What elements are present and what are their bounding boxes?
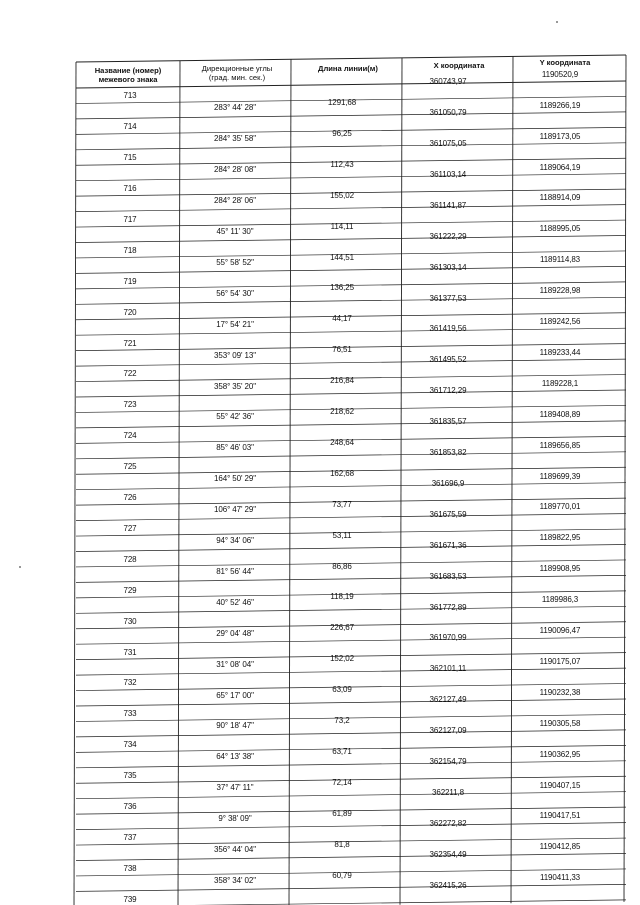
direction-angle-cell: 283° 44' 28" [214,103,256,113]
direction-angle-cell: 358° 34' 02" [214,875,256,885]
x-coordinate-cell: 361222,29 [429,231,467,241]
direction-angle-cell: 29° 04' 48" [216,628,254,638]
y-coordinate-cell: 1189228,98 [539,286,581,296]
line-length-cell: 96,25 [332,128,352,138]
point-name-cell: 732 [123,678,137,688]
line-length-cell: 73,77 [332,499,352,509]
line-length-cell: 248,64 [330,437,354,447]
x-coordinate-cell: 361303,14 [429,262,467,272]
x-coordinate-cell: 361050,79 [429,108,467,118]
x-coordinate-cell: 362127,09 [429,726,467,736]
x-coordinate-cell: 362415,26 [429,880,467,890]
row-divider [76,266,626,273]
direction-angle-cell: 106° 47' 29" [214,505,256,515]
header-y [514,58,616,67]
point-name-cell: 739 [123,894,137,904]
x-coordinate-cell: 361141,87 [429,200,467,210]
row-divider [76,143,626,150]
point-name-cell: 714 [123,122,137,132]
x-coordinate-cell: 362211,8 [432,787,464,797]
column-divider [624,55,626,902]
x-coordinate-cell: 361970,99 [429,633,467,643]
y-coordinate-cell: 1189699,39 [539,471,581,481]
scan-speck [19,566,21,568]
direction-angle-cell: 356° 44' 04" [214,845,256,855]
x-coordinate-cell: 361835,57 [429,417,467,427]
x-coordinate-cell: 361712,29 [429,386,467,396]
line-length-cell: 162,68 [330,468,354,478]
line-length-cell: 73,2 [334,716,350,726]
y-coordinate-cell: 1190096,47 [539,626,581,636]
x-coordinate-cell: 361683,53 [429,571,467,581]
y-coordinate-cell: 1189228,1 [541,378,579,388]
direction-angle-cell: 358° 35' 20" [214,381,256,391]
point-name-cell: 722 [123,369,137,379]
point-name-cell: 731 [123,647,137,657]
x-coordinate-cell: 362354,49 [429,849,467,859]
point-name-cell: 736 [123,802,137,811]
point-name-cell: 717 [123,214,137,224]
direction-angle-cell: 284° 28' 06" [214,196,256,206]
column-divider [511,56,513,903]
line-length-cell: 118,19 [330,592,354,602]
direction-angle-cell: 56° 54' 30" [216,288,254,298]
point-name-cell: 726 [123,493,137,502]
row-divider [76,900,626,905]
column-divider [400,58,402,905]
direction-angle-cell: 9° 38' 09" [218,814,252,824]
header-name [78,66,178,84]
line-length-cell: 61,89 [332,808,352,818]
header-x-line1: X координата [433,61,485,70]
row-divider [76,884,626,891]
row-divider [76,236,626,243]
header-name-line1: Название (номер) [94,66,162,75]
line-length-cell: 114,11 [330,221,354,231]
line-length-cell: 53,11 [332,530,352,540]
line-length-cell: 226,67 [330,623,354,633]
y-coordinate-cell: 1189822,95 [539,533,581,543]
y-coordinate-cell: 1189408,89 [539,409,581,419]
x-coordinate-cell: 361377,53 [429,293,467,303]
row-divider [76,297,626,304]
row-divider [76,174,626,181]
point-name-cell: 723 [123,400,137,410]
x-coordinate-cell: 361696,9 [431,478,465,488]
y-coordinate-cell: 1188914,09 [539,193,581,203]
line-length-cell: 136,25 [330,283,354,293]
y-coordinate-cell: 1190175,07 [539,656,581,666]
point-name-cell: 727 [123,523,137,533]
y-coordinate-cell: 1190412,85 [539,842,581,852]
header-x [404,61,514,70]
row-divider [76,730,626,737]
column-divider [74,62,76,905]
header-angle-line2: (град. мин. сек.) [208,73,266,82]
y-coordinate-cell: 1189242,56 [539,317,581,327]
line-length-cell: 63,09 [332,685,352,695]
column-divider [289,59,291,905]
line-length-cell: 44,17 [332,314,352,324]
point-name-cell: 720 [123,307,137,317]
y-coordinate-cell: 1189114,83 [539,255,581,265]
point-name-cell: 735 [123,771,137,781]
column-divider [178,61,180,905]
y-coordinate-cell: 1189986,3 [541,595,579,605]
line-length-cell: 155,02 [330,190,354,200]
row-divider [76,452,626,459]
header-name-line2: межевого знака [98,75,158,84]
x-coordinate-cell: 361495,52 [429,355,467,365]
y-coordinate-cell: 1190407,15 [539,780,581,790]
point-name-cell: 716 [123,184,137,193]
x-coordinate-cell: 361853,82 [429,448,467,458]
row-divider [76,823,626,830]
row-divider [76,514,626,521]
line-length-cell: 218,62 [330,407,354,417]
line-length-cell: 81,8 [334,839,350,849]
point-name-cell: 730 [123,616,137,626]
y-coordinate-cell: 1189233,44 [539,347,581,357]
row-divider [76,699,626,706]
x-coordinate-cell: 362127,49 [429,695,467,705]
y-coordinate-cell: 1190305,58 [539,718,581,728]
x-coordinate-cell: 362101,11 [429,664,467,674]
row-divider [76,606,626,613]
x-coordinate-cell: 362272,82 [429,818,467,828]
y-coordinate-cell: 1190232,38 [539,687,581,697]
direction-angle-cell: 55° 58' 52" [216,257,254,267]
row-divider [76,112,626,119]
point-name-cell: 719 [123,276,137,286]
direction-angle-cell: 284° 35' 58" [214,134,256,144]
line-length-cell: 216,84 [330,376,354,386]
y-coordinate-cell: 1189770,01 [539,502,581,512]
row-divider [76,359,626,366]
direction-angle-cell: 94° 34' 06" [216,536,254,546]
x-coordinate-cell: 361419,56 [429,324,467,334]
header-length [292,64,404,73]
direction-angle-cell: 37° 47' 11" [216,783,254,793]
line-length-cell: 1291,68 [327,98,357,108]
point-name-cell: 715 [123,153,137,163]
y-coordinate-cell: 1189173,05 [539,131,581,141]
direction-angle-cell: 90° 18' 47" [216,721,254,731]
row-divider [76,483,626,490]
x-coordinate-cell: 361103,14 [429,169,467,179]
row-divider [76,205,626,212]
direction-angle-cell: 17° 54' 21" [216,319,254,329]
header-angle-line1: Дирекционные углы [201,64,273,73]
y-coordinate-cell: 1189908,95 [539,564,581,574]
y-coordinate-cell: 1190362,95 [539,749,581,759]
row-divider [76,328,626,335]
point-name-cell: 737 [123,832,137,842]
line-length-cell: 86,86 [332,561,352,571]
header-angle [182,64,292,82]
scan-speck [556,21,558,23]
row-divider [76,854,626,861]
direction-angle-cell: 64° 13' 38" [216,752,254,762]
x-coordinate-cell: 360743,97 [429,77,467,87]
direction-angle-cell: 85° 46' 03" [216,443,254,453]
point-name-cell: 724 [123,431,137,441]
line-length-cell: 63,71 [332,746,352,756]
y-coordinate-cell: 1190417,51 [539,811,581,821]
point-name-cell: 718 [123,245,137,255]
direction-angle-cell: 65° 17' 00" [216,690,254,700]
y-coordinate-cell: 1188995,05 [539,224,581,234]
point-name-cell: 733 [123,709,137,719]
y-coordinate-cell: 1189266,19 [539,100,581,110]
x-coordinate-cell: 361675,59 [429,509,467,519]
y-coordinate-cell: 1190411,33 [539,873,581,883]
point-name-cell: 721 [123,338,137,348]
header-y-line1: Y координата [539,58,591,67]
direction-angle-cell: 164° 50' 29" [214,474,256,484]
point-name-cell: 713 [123,91,137,101]
row-divider [76,390,626,397]
line-length-cell: 144,51 [330,252,354,262]
line-length-cell: 152,02 [330,654,354,664]
x-coordinate-cell: 362154,79 [429,757,467,767]
point-name-cell: 738 [123,863,137,873]
row-divider [76,761,626,768]
point-name-cell: 729 [123,585,137,595]
row-divider [76,668,626,675]
point-name-cell: 725 [123,462,137,472]
direction-angle-cell: 81° 56' 44" [216,566,254,576]
direction-angle-cell: 31° 08' 04" [216,659,254,669]
x-coordinate-cell: 361772,89 [429,602,467,612]
header-length-line1: Длина линии(м) [318,64,378,73]
line-length-cell: 76,51 [332,345,352,355]
point-name-cell: 728 [123,554,137,564]
row-divider [76,637,626,644]
row-divider [76,421,626,428]
direction-angle-cell: 40° 52' 46" [216,597,254,607]
y-coordinate-cell: 1190520,9 [541,69,579,79]
line-length-cell: 72,14 [332,777,352,787]
line-length-cell: 60,79 [332,870,352,880]
y-coordinate-cell: 1189656,85 [539,440,581,450]
line-length-cell: 112,43 [330,159,354,169]
row-divider [76,792,626,799]
x-coordinate-cell: 361671,36 [429,540,467,550]
row-divider [76,545,626,552]
y-coordinate-cell: 1189064,19 [539,162,581,172]
direction-angle-cell: 45° 11' 30" [216,227,254,237]
point-name-cell: 734 [123,740,137,750]
row-divider [76,575,626,582]
direction-angle-cell: 284° 28' 08" [214,165,256,175]
direction-angle-cell: 353° 09' 13" [214,350,256,360]
direction-angle-cell: 55° 42' 36" [216,412,254,422]
x-coordinate-cell: 361075,05 [429,139,467,149]
